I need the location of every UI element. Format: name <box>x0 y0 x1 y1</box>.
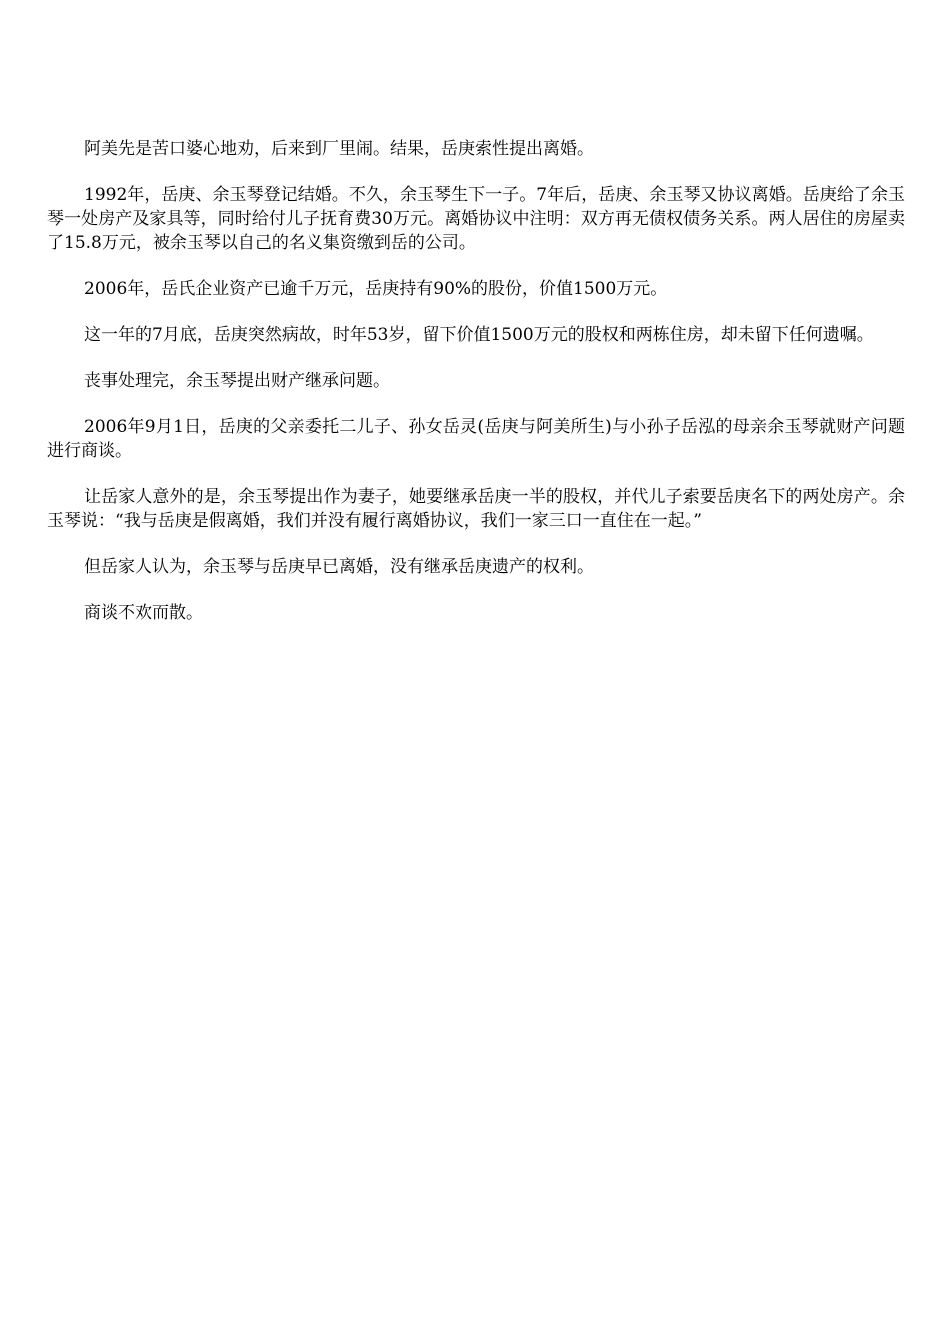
paragraph-4: 这一年的7月底，岳庚突然病故，时年53岁，留下价值1500万元的股权和两栋住房，却未留下任何遗嘱。 <box>84 325 874 345</box>
paragraph-1: 阿美先是苦口婆心地劝，后来到厂里闹。结果，岳庚索性提出离婚。 <box>84 139 594 159</box>
paragraph-9: 商谈不欢而散。 <box>84 603 203 623</box>
paragraph-3: 2006年，岳氏企业资产已逾千万元，岳庚持有90%的股份，价值1500万元。 <box>84 279 668 299</box>
paragraph-2: 1992年，岳庚、余玉琴登记结婚。不久，余玉琴生下一子。7年后，岳庚、余玉琴又协议离婚。岳庚给了余玉琴一处房产及家具等，同时给付儿子抚育费30万元。离婚协议中注明：双方再无债权债务关系。两人居住的房屋卖了15.8万元，被余玉琴以自己的名义集资缴到岳的公司。 <box>47 185 905 253</box>
document-body <box>47 137 905 647</box>
paragraph-5: 丧事处理完，余玉琴提出财产继承问题。 <box>84 371 390 391</box>
paragraph-6: 2006年9月1日，岳庚的父亲委托二儿子、孙女岳灵(岳庚与阿美所生)与小孙子岳泓的母亲余玉琴就财产问题进行商谈。 <box>47 417 905 461</box>
paragraph-7: 让岳家人意外的是，余玉琴提出作为妻子，她要继承岳庚一半的股权，并代儿子索要岳庚名下的两处房产。余玉琴说：“我与岳庚是假离婚，我们并没有履行离婚协议，我们一家三口一直住在一起。” <box>47 487 905 531</box>
paragraph-8: 但岳家人认为，余玉琴与岳庚早已离婚，没有继承岳庚遗产的权利。 <box>84 557 594 577</box>
